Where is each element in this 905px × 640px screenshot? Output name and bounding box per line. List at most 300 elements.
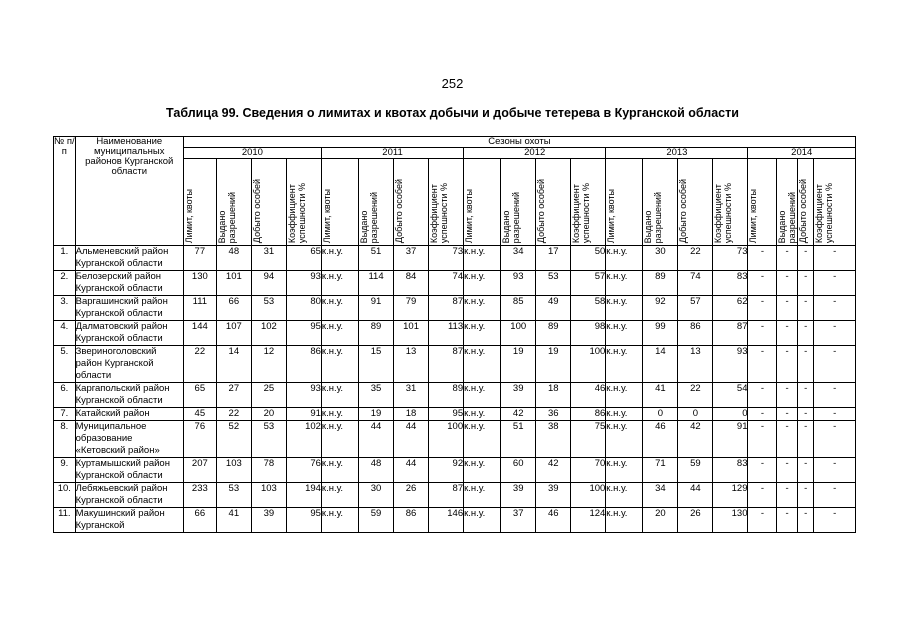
- permits-issued-cell: 27: [216, 383, 251, 408]
- permits-issued-cell: 101: [216, 271, 251, 296]
- limit-quota-cell: -: [748, 483, 777, 508]
- permits-issued-cell: -: [777, 383, 798, 408]
- animals-harvested-cell: 42: [678, 421, 713, 458]
- header-animals-harvested-label: Добыто особей: [797, 178, 808, 243]
- animals-harvested-cell: 89: [536, 321, 571, 346]
- header-animals-harvested-2013: [678, 159, 713, 246]
- permits-issued-cell: 66: [216, 296, 251, 321]
- header-limit-quota-label: Лимит, квоты: [183, 188, 194, 243]
- permits-issued-cell: 92: [643, 296, 678, 321]
- header-success-rate-label: Коэффициент успешности %: [713, 182, 734, 243]
- animals-harvested-cell: -: [797, 246, 813, 271]
- success-rate-cell: 100: [429, 421, 464, 458]
- row-number: 4.: [54, 321, 76, 346]
- permits-issued-cell: 34: [643, 483, 678, 508]
- limit-quota-cell: к.н.у.: [464, 408, 501, 421]
- success-rate-cell: 95: [429, 408, 464, 421]
- header-limit-quota-label: Лимит, квоты: [606, 188, 617, 243]
- header-success-rate-label: Коэффициент успешности %: [814, 182, 835, 243]
- animals-harvested-cell: 0: [678, 408, 713, 421]
- success-rate-cell: 93: [286, 383, 321, 408]
- header-permits-issued-2012: [501, 159, 536, 246]
- success-rate-cell: 80: [286, 296, 321, 321]
- animals-harvested-cell: -: [797, 346, 813, 383]
- header-year-2014: 2014: [748, 148, 856, 159]
- permits-issued-cell: 22: [216, 408, 251, 421]
- animals-harvested-cell: 101: [394, 321, 429, 346]
- success-rate-cell: 76: [286, 458, 321, 483]
- district-name: Белозерский район Курганской области: [75, 271, 183, 296]
- permits-issued-cell: 42: [501, 408, 536, 421]
- permits-issued-cell: 44: [359, 421, 394, 458]
- header-animals-harvested-2011: [394, 159, 429, 246]
- row-number: 5.: [54, 346, 76, 383]
- limit-quota-cell: -: [748, 321, 777, 346]
- limit-quota-cell: к.н.у.: [606, 408, 643, 421]
- success-rate-cell: -: [814, 271, 856, 296]
- limit-quota-cell: к.н.у.: [464, 296, 501, 321]
- animals-harvested-cell: 74: [678, 271, 713, 296]
- header-limit-quota-2012: [464, 159, 501, 246]
- animals-harvested-cell: -: [797, 421, 813, 458]
- animals-harvested-cell: 84: [394, 271, 429, 296]
- success-rate-cell: 93: [286, 271, 321, 296]
- animals-harvested-cell: 26: [394, 483, 429, 508]
- permits-issued-cell: 51: [501, 421, 536, 458]
- animals-harvested-cell: 102: [251, 321, 286, 346]
- success-rate-cell: -: [814, 508, 856, 533]
- permits-issued-cell: 15: [359, 346, 394, 383]
- district-name: Катайский район: [75, 408, 183, 421]
- animals-harvested-cell: -: [797, 483, 813, 508]
- animals-harvested-cell: 26: [678, 508, 713, 533]
- success-rate-cell: 102: [286, 421, 321, 458]
- limit-quota-cell: к.н.у.: [606, 321, 643, 346]
- header-permits-issued-label: Выдано разрешений: [643, 191, 664, 243]
- permits-issued-cell: 89: [643, 271, 678, 296]
- limit-quota-cell: к.н.у.: [606, 246, 643, 271]
- limit-quota-cell: к.н.у.: [606, 271, 643, 296]
- success-rate-cell: 57: [571, 271, 606, 296]
- permits-issued-cell: 51: [359, 246, 394, 271]
- permits-issued-cell: 48: [359, 458, 394, 483]
- animals-harvested-cell: 46: [536, 508, 571, 533]
- animals-harvested-cell: -: [797, 408, 813, 421]
- header-success-rate-label: Коэффициент успешности %: [429, 182, 450, 243]
- header-seasons: Сезоны охоты: [183, 137, 855, 148]
- success-rate-cell: -: [814, 346, 856, 383]
- animals-harvested-cell: 31: [394, 383, 429, 408]
- limit-quota-cell: к.н.у.: [321, 246, 358, 271]
- animals-harvested-cell: 44: [394, 458, 429, 483]
- animals-harvested-cell: -: [797, 383, 813, 408]
- district-name: Куртамышский район Курганской области: [75, 458, 183, 483]
- permits-issued-cell: 89: [359, 321, 394, 346]
- limit-quota-cell: -: [748, 458, 777, 483]
- permits-issued-cell: -: [777, 458, 798, 483]
- animals-harvested-cell: 42: [536, 458, 571, 483]
- success-rate-cell: -: [814, 246, 856, 271]
- permits-issued-cell: 100: [501, 321, 536, 346]
- permits-issued-cell: 53: [216, 483, 251, 508]
- success-rate-cell: 93: [713, 346, 748, 383]
- header-permits-issued-2010: [216, 159, 251, 246]
- page-number: 252: [441, 76, 464, 91]
- limit-quota-cell: 207: [183, 458, 216, 483]
- district-name: Каргапольский район Курганской области: [75, 383, 183, 408]
- animals-harvested-cell: 39: [536, 483, 571, 508]
- animals-harvested-cell: 44: [678, 483, 713, 508]
- permits-issued-cell: 103: [216, 458, 251, 483]
- animals-harvested-cell: 53: [536, 271, 571, 296]
- limit-quota-cell: к.н.у.: [321, 383, 358, 408]
- limit-quota-cell: 65: [183, 383, 216, 408]
- header-animals-harvested-label: Добыто особей: [678, 178, 689, 243]
- table-row: [54, 421, 856, 458]
- limit-quota-cell: к.н.у.: [606, 483, 643, 508]
- limit-quota-cell: к.н.у.: [321, 346, 358, 383]
- success-rate-cell: -: [814, 458, 856, 483]
- animals-harvested-cell: 49: [536, 296, 571, 321]
- animals-harvested-cell: -: [797, 271, 813, 296]
- animals-harvested-cell: 78: [251, 458, 286, 483]
- table-row: [54, 383, 856, 408]
- permits-issued-cell: 99: [643, 321, 678, 346]
- header-limit-quota-label: Лимит, квоты: [748, 188, 759, 243]
- table-row: [54, 508, 856, 533]
- permits-issued-cell: 19: [359, 408, 394, 421]
- permits-issued-cell: -: [777, 508, 798, 533]
- row-number: 8.: [54, 421, 76, 458]
- animals-harvested-cell: 17: [536, 246, 571, 271]
- permits-issued-cell: 14: [216, 346, 251, 383]
- district-name: Далматовский район Курганской области: [75, 321, 183, 346]
- permits-issued-cell: 30: [359, 483, 394, 508]
- limit-quota-cell: -: [748, 383, 777, 408]
- limit-quota-cell: -: [748, 346, 777, 383]
- success-rate-cell: 54: [713, 383, 748, 408]
- permits-issued-cell: -: [777, 321, 798, 346]
- animals-harvested-cell: 22: [678, 246, 713, 271]
- district-name: Лебяжьевский район Курганской области: [75, 483, 183, 508]
- quota-table: [53, 136, 856, 533]
- permits-issued-cell: 0: [643, 408, 678, 421]
- header-limit-quota-label: Лимит, квоты: [321, 188, 332, 243]
- animals-harvested-cell: 86: [678, 321, 713, 346]
- permits-issued-cell: 35: [359, 383, 394, 408]
- success-rate-cell: 73: [429, 246, 464, 271]
- header-success-rate-2014: [814, 159, 856, 246]
- success-rate-cell: 100: [571, 346, 606, 383]
- success-rate-cell: 100: [571, 483, 606, 508]
- permits-issued-cell: 39: [501, 383, 536, 408]
- success-rate-cell: 58: [571, 296, 606, 321]
- header-animals-harvested-label: Добыто особей: [251, 178, 262, 243]
- table-row: [54, 458, 856, 483]
- success-rate-cell: 87: [429, 346, 464, 383]
- header-permits-issued-2014: [777, 159, 798, 246]
- limit-quota-cell: к.н.у.: [606, 508, 643, 533]
- limit-quota-cell: к.н.у.: [464, 321, 501, 346]
- animals-harvested-cell: 39: [251, 508, 286, 533]
- table-row: [54, 408, 856, 421]
- permits-issued-cell: -: [777, 246, 798, 271]
- success-rate-cell: 98: [571, 321, 606, 346]
- permits-issued-cell: -: [777, 271, 798, 296]
- permits-issued-cell: 48: [216, 246, 251, 271]
- success-rate-cell: 129: [713, 483, 748, 508]
- animals-harvested-cell: 86: [394, 508, 429, 533]
- row-number: 2.: [54, 271, 76, 296]
- header-permits-issued-2013: [643, 159, 678, 246]
- success-rate-cell: 87: [429, 483, 464, 508]
- permits-issued-cell: 107: [216, 321, 251, 346]
- animals-harvested-cell: 79: [394, 296, 429, 321]
- header-year-2012: 2012: [464, 148, 606, 159]
- limit-quota-cell: к.н.у.: [606, 296, 643, 321]
- success-rate-cell: 87: [429, 296, 464, 321]
- animals-harvested-cell: 20: [251, 408, 286, 421]
- header-limit-quota-2014: [748, 159, 777, 246]
- header-success-rate-2012: [571, 159, 606, 246]
- limit-quota-cell: к.н.у.: [464, 346, 501, 383]
- limit-quota-cell: 111: [183, 296, 216, 321]
- success-rate-cell: 65: [286, 246, 321, 271]
- limit-quota-cell: к.н.у.: [464, 246, 501, 271]
- district-name: Муниципальное образование «Кетовский район»: [75, 421, 183, 458]
- header-permits-issued-label: Выдано разрешений: [777, 191, 798, 243]
- success-rate-cell: 91: [286, 408, 321, 421]
- limit-quota-cell: 233: [183, 483, 216, 508]
- success-rate-cell: -: [814, 321, 856, 346]
- success-rate-cell: 89: [429, 383, 464, 408]
- limit-quota-cell: 144: [183, 321, 216, 346]
- limit-quota-cell: к.н.у.: [321, 296, 358, 321]
- success-rate-cell: 113: [429, 321, 464, 346]
- limit-quota-cell: к.н.у.: [321, 508, 358, 533]
- success-rate-cell: 92: [429, 458, 464, 483]
- success-rate-cell: 95: [286, 321, 321, 346]
- limit-quota-cell: 130: [183, 271, 216, 296]
- animals-harvested-cell: 38: [536, 421, 571, 458]
- animals-harvested-cell: 22: [678, 383, 713, 408]
- table-row: [54, 246, 856, 271]
- success-rate-cell: 87: [713, 321, 748, 346]
- permits-issued-cell: 93: [501, 271, 536, 296]
- header-animals-harvested-label: Добыто особей: [536, 178, 547, 243]
- limit-quota-cell: -: [748, 508, 777, 533]
- header-animals-harvested-2014: [797, 159, 813, 246]
- success-rate-cell: 74: [429, 271, 464, 296]
- district-name: Звериноголовский район Курганской области: [75, 346, 183, 383]
- animals-harvested-cell: 44: [394, 421, 429, 458]
- limit-quota-cell: к.н.у.: [464, 483, 501, 508]
- table-row: [54, 271, 856, 296]
- animals-harvested-cell: 53: [251, 421, 286, 458]
- limit-quota-cell: к.н.у.: [464, 458, 501, 483]
- table-title: Таблица 99. Сведения о лимитах и квотах добычи и добыче тетерева в Курганской области: [166, 106, 739, 120]
- success-rate-cell: 130: [713, 508, 748, 533]
- row-number: 7.: [54, 408, 76, 421]
- animals-harvested-cell: -: [797, 508, 813, 533]
- animals-harvested-cell: 94: [251, 271, 286, 296]
- header-permits-issued-2011: [359, 159, 394, 246]
- header-limit-quota-2010: [183, 159, 216, 246]
- animals-harvested-cell: -: [797, 296, 813, 321]
- limit-quota-cell: к.н.у.: [464, 508, 501, 533]
- success-rate-cell: -: [814, 296, 856, 321]
- permits-issued-cell: -: [777, 483, 798, 508]
- limit-quota-cell: к.н.у.: [321, 458, 358, 483]
- limit-quota-cell: 77: [183, 246, 216, 271]
- success-rate-cell: 83: [713, 458, 748, 483]
- animals-harvested-cell: 13: [394, 346, 429, 383]
- success-rate-cell: 73: [713, 246, 748, 271]
- success-rate-cell: 75: [571, 421, 606, 458]
- limit-quota-cell: к.н.у.: [464, 271, 501, 296]
- row-number: 6.: [54, 383, 76, 408]
- animals-harvested-cell: 59: [678, 458, 713, 483]
- limit-quota-cell: 76: [183, 421, 216, 458]
- permits-issued-cell: 91: [359, 296, 394, 321]
- success-rate-cell: -: [814, 483, 856, 508]
- row-number: 9.: [54, 458, 76, 483]
- animals-harvested-cell: -: [797, 458, 813, 483]
- limit-quota-cell: к.н.у.: [606, 421, 643, 458]
- header-limit-quota-2011: [321, 159, 358, 246]
- district-name: Варгашинский район Курганской области: [75, 296, 183, 321]
- animals-harvested-cell: 25: [251, 383, 286, 408]
- header-year-2010: 2010: [183, 148, 321, 159]
- district-name: Макушинский район Курганской: [75, 508, 183, 533]
- permits-issued-cell: 39: [501, 483, 536, 508]
- header-animals-harvested-2010: [251, 159, 286, 246]
- limit-quota-cell: к.н.у.: [606, 458, 643, 483]
- limit-quota-cell: -: [748, 296, 777, 321]
- permits-issued-cell: -: [777, 296, 798, 321]
- permits-issued-cell: 85: [501, 296, 536, 321]
- limit-quota-cell: 22: [183, 346, 216, 383]
- limit-quota-cell: к.н.у.: [464, 383, 501, 408]
- table-row: [54, 296, 856, 321]
- row-number: 1.: [54, 246, 76, 271]
- permits-issued-cell: -: [777, 408, 798, 421]
- permits-issued-cell: 14: [643, 346, 678, 383]
- limit-quota-cell: 45: [183, 408, 216, 421]
- header-permits-issued-label: Выдано разрешений: [501, 191, 522, 243]
- success-rate-cell: 95: [286, 508, 321, 533]
- permits-issued-cell: -: [777, 421, 798, 458]
- row-number: 10.: [54, 483, 76, 508]
- animals-harvested-cell: 13: [678, 346, 713, 383]
- success-rate-cell: 146: [429, 508, 464, 533]
- animals-harvested-cell: 31: [251, 246, 286, 271]
- permits-issued-cell: 60: [501, 458, 536, 483]
- table-row: [54, 483, 856, 508]
- success-rate-cell: 86: [571, 408, 606, 421]
- permits-issued-cell: 114: [359, 271, 394, 296]
- header-success-rate-2011: [429, 159, 464, 246]
- limit-quota-cell: к.н.у.: [606, 346, 643, 383]
- limit-quota-cell: -: [748, 421, 777, 458]
- animals-harvested-cell: 53: [251, 296, 286, 321]
- limit-quota-cell: -: [748, 408, 777, 421]
- header-animals-harvested-label: Добыто особей: [394, 178, 405, 243]
- animals-harvested-cell: 57: [678, 296, 713, 321]
- header-year-2011: 2011: [321, 148, 463, 159]
- permits-issued-cell: 41: [216, 508, 251, 533]
- success-rate-cell: -: [814, 383, 856, 408]
- permits-issued-cell: 46: [643, 421, 678, 458]
- permits-issued-cell: 30: [643, 246, 678, 271]
- header-year-2013: 2013: [606, 148, 748, 159]
- permits-issued-cell: 34: [501, 246, 536, 271]
- permits-issued-cell: 37: [501, 508, 536, 533]
- success-rate-cell: -: [814, 421, 856, 458]
- animals-harvested-cell: 37: [394, 246, 429, 271]
- header-success-rate-label: Коэффициент успешности %: [571, 182, 592, 243]
- success-rate-cell: 62: [713, 296, 748, 321]
- header-district-name: Наименование муниципальных районов Курганской области: [75, 137, 183, 246]
- district-name: Альменевский район Курганской области: [75, 246, 183, 271]
- success-rate-cell: -: [814, 408, 856, 421]
- animals-harvested-cell: 19: [536, 346, 571, 383]
- limit-quota-cell: к.н.у.: [321, 408, 358, 421]
- table-row: [54, 346, 856, 383]
- header-animals-harvested-2012: [536, 159, 571, 246]
- success-rate-cell: 194: [286, 483, 321, 508]
- success-rate-cell: 124: [571, 508, 606, 533]
- row-number: 3.: [54, 296, 76, 321]
- animals-harvested-cell: 103: [251, 483, 286, 508]
- permits-issued-cell: -: [777, 346, 798, 383]
- header-success-rate-2010: [286, 159, 321, 246]
- permits-issued-cell: 20: [643, 508, 678, 533]
- success-rate-cell: 86: [286, 346, 321, 383]
- row-number: 11.: [54, 508, 76, 533]
- table-row: [54, 321, 856, 346]
- header-permits-issued-label: Выдано разрешений: [359, 191, 380, 243]
- permits-issued-cell: 59: [359, 508, 394, 533]
- header-success-rate-label: Коэффициент успешности %: [286, 182, 307, 243]
- animals-harvested-cell: 18: [394, 408, 429, 421]
- limit-quota-cell: -: [748, 271, 777, 296]
- limit-quota-cell: к.н.у.: [606, 383, 643, 408]
- limit-quota-cell: к.н.у.: [464, 421, 501, 458]
- animals-harvested-cell: 18: [536, 383, 571, 408]
- permits-issued-cell: 41: [643, 383, 678, 408]
- limit-quota-cell: 66: [183, 508, 216, 533]
- animals-harvested-cell: 12: [251, 346, 286, 383]
- header-permits-issued-label: Выдано разрешений: [216, 191, 237, 243]
- success-rate-cell: 83: [713, 271, 748, 296]
- limit-quota-cell: к.н.у.: [321, 421, 358, 458]
- permits-issued-cell: 71: [643, 458, 678, 483]
- limit-quota-cell: к.н.у.: [321, 271, 358, 296]
- success-rate-cell: 50: [571, 246, 606, 271]
- header-limit-quota-label: Лимит, квоты: [464, 188, 475, 243]
- success-rate-cell: 91: [713, 421, 748, 458]
- limit-quota-cell: -: [748, 246, 777, 271]
- limit-quota-cell: к.н.у.: [321, 321, 358, 346]
- animals-harvested-cell: -: [797, 321, 813, 346]
- animals-harvested-cell: 36: [536, 408, 571, 421]
- permits-issued-cell: 52: [216, 421, 251, 458]
- success-rate-cell: 70: [571, 458, 606, 483]
- header-success-rate-2013: [713, 159, 748, 246]
- header-num: № п/п: [54, 137, 76, 246]
- success-rate-cell: 0: [713, 408, 748, 421]
